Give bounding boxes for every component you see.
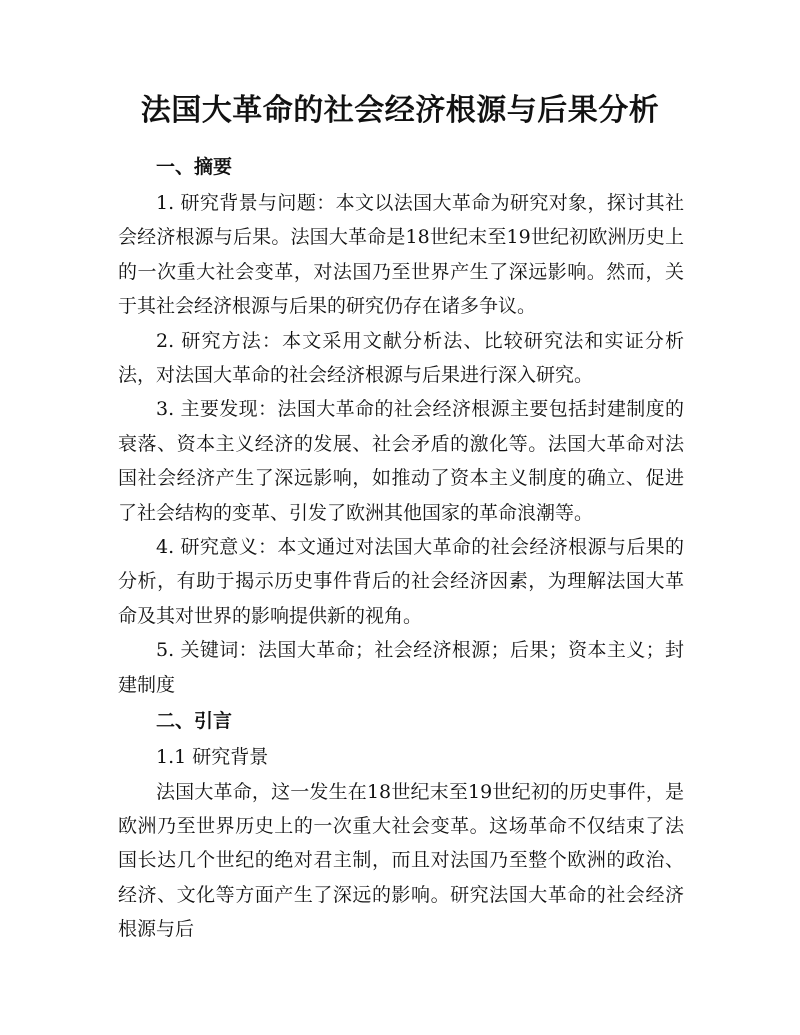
intro-paragraph: 法国大革命，这一发生在18世纪末至19世纪初的历史事件，是欧洲乃至世界历史上的一次重大社会变革。这场革命不仅结束了法国长达几个世纪的绝对君主制，而且对法国乃至整个欧洲的政治、经济、文化等方面产生了深远的影响。研究法国大革命的社会经济根源与后 [118,780,684,941]
abstract-item-4: 4. 研究意义：本文通过对法国大革命的社会经济根源与后果的分析，有助于揭示历史事件背后的社会经济因素，为理解法国大革命及其对世界的影响提供新的视角。 [118,536,684,627]
abstract-item-1: 1. 研究背景与问题：本文以法国大革命为研究对象，探讨其社会经济根源与后果。法国大革命是18世纪末至19世纪初欧洲历史上的一次重大社会变革，对法国乃至世界产生了深远影响。然而，关于其社会经济根源与后果的研究仍存在诸多争议。 [118,192,684,318]
abstract-item-3: 3. 主要发现：法国大革命的社会经济根源主要包括封建制度的衰落、资本主义经济的发展、社会矛盾的激化等。法国大革命对法国社会经济产生了深远影响，如推动了资本主义制度的确立、促进了社会结构的变革、引发了欧洲其他国家的革命浪潮等。 [118,398,684,524]
abstract-heading: 一、摘要 [156,156,233,178]
abstract-item-5: 5. 关键词：法国大革命；社会经济根源；后果；资本主义；封建制度 [118,639,684,696]
abstract-item-2: 2. 研究方法：本文采用文献分析法、比较研究法和实证分析法，对法国大革命的社会经济根源与后果进行深入研究。 [118,329,684,387]
document-page [118,88,684,947]
document-title: 法国大革命的社会经济根源与后果分析 [140,93,660,128]
intro-subheading: 1.1 研究背景 [156,746,269,769]
intro-heading: 二、引言 [156,710,233,733]
